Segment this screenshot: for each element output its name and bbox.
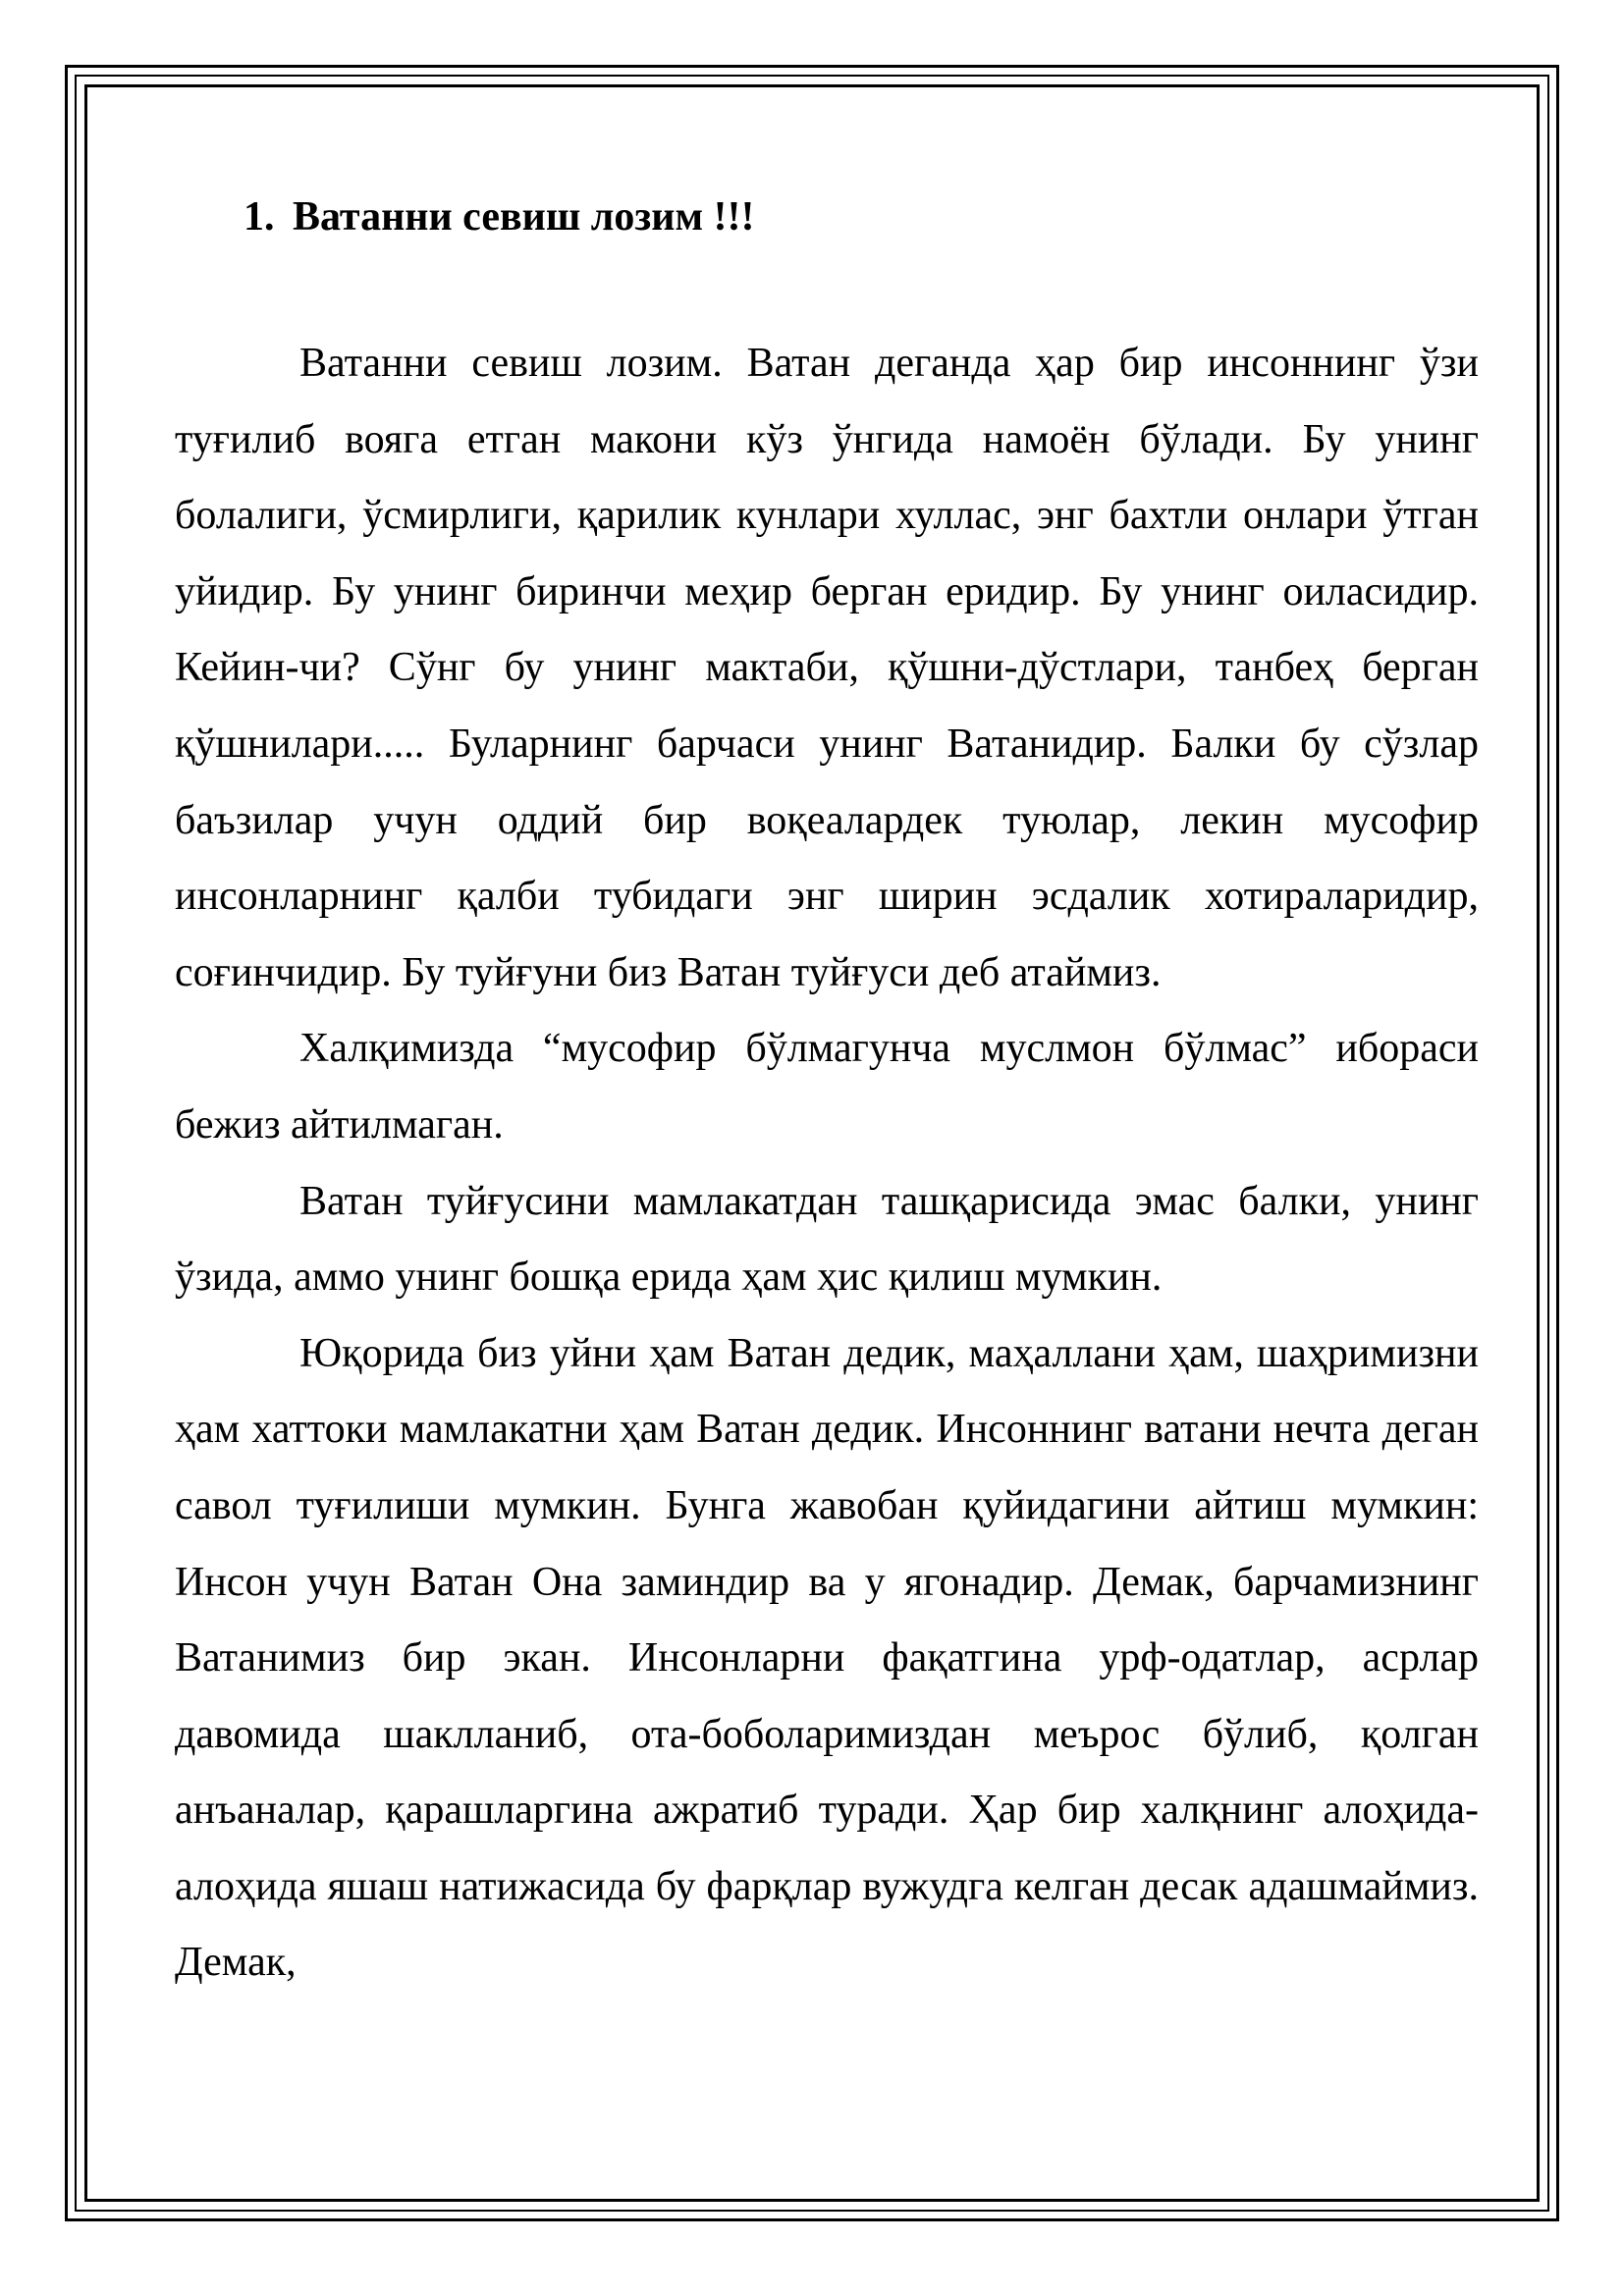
paragraph-4: Юқорида биз уйни ҳам Ватан дедик, маҳаллани ҳам, шаҳримизни ҳам хаттоки мамлакатни ҳам Ватан дедик. Инсоннинг ватани нечта деган савол туғилиши мумкин. Бунга жавобан қуйидагини айтиш мумкин: Инсон учун Ватан Она заминдир ва у ягонадир. Демак, барчамизнинг Ватанимиз бир экан. Инсонларни фақатгина урф-одатлар, асрлар давомида шаклланиб, ота-боболаримиздан меърос бўлиб, қолган анъаналар, қарашларгина ажратиб туради. Ҳар бир халқнинг алоҳида-алоҳида яшаш натижасида бу фарқлар вужудга келган десак адашмаймиз. Демак, <box>175 1330 1479 1986</box>
section-number: 1. <box>244 194 275 240</box>
body-text <box>175 326 1479 2002</box>
paragraph-1: Ватанни севиш лозим. Ватан деганда ҳар бир инсоннинг ўзи туғилиб вояга етган макони кўз ўнгида намоён бўлади. Бу унинг болалиги, ўсмирлиги, қарилик кунлари хуллас, энг бахтли онлари ўтган уйидир. Бу унинг биринчи меҳир берган еридир. Бу унинг оиласидир. Кейин-чи? Сўнг бу унинг мактаби, қўшни-дўстлари, танбеҳ берган қўшнилари..... Буларнинг барчаси унинг Ватанидир. Балки бу сўзлар баъзилар учун оддий бир воқеалардек туюлар, лекин мусофир инсонларнинг қалби тубидаги энг ширин эсдалик хотираларидир, соғинчидир. Бу туйғуни биз Ватан туйғуси деб атаймиз. <box>175 341 1479 995</box>
section-title: Ватанни севиш лозим !!! <box>293 194 755 240</box>
section-heading <box>244 191 1479 242</box>
paragraph-3: Ватан туйғусини мамлакатдан ташқарисида эмас балки, унинг ўзида, аммо унинг бошқа ерида ҳам ҳис қилиш мумкин. <box>175 1178 1479 1301</box>
document-content <box>175 191 1479 2002</box>
paragraph-2: Халқимизда “мусофир бўлмагунча муслмон бўлмас” ибораси бежиз айтилмаган. <box>175 1026 1479 1148</box>
